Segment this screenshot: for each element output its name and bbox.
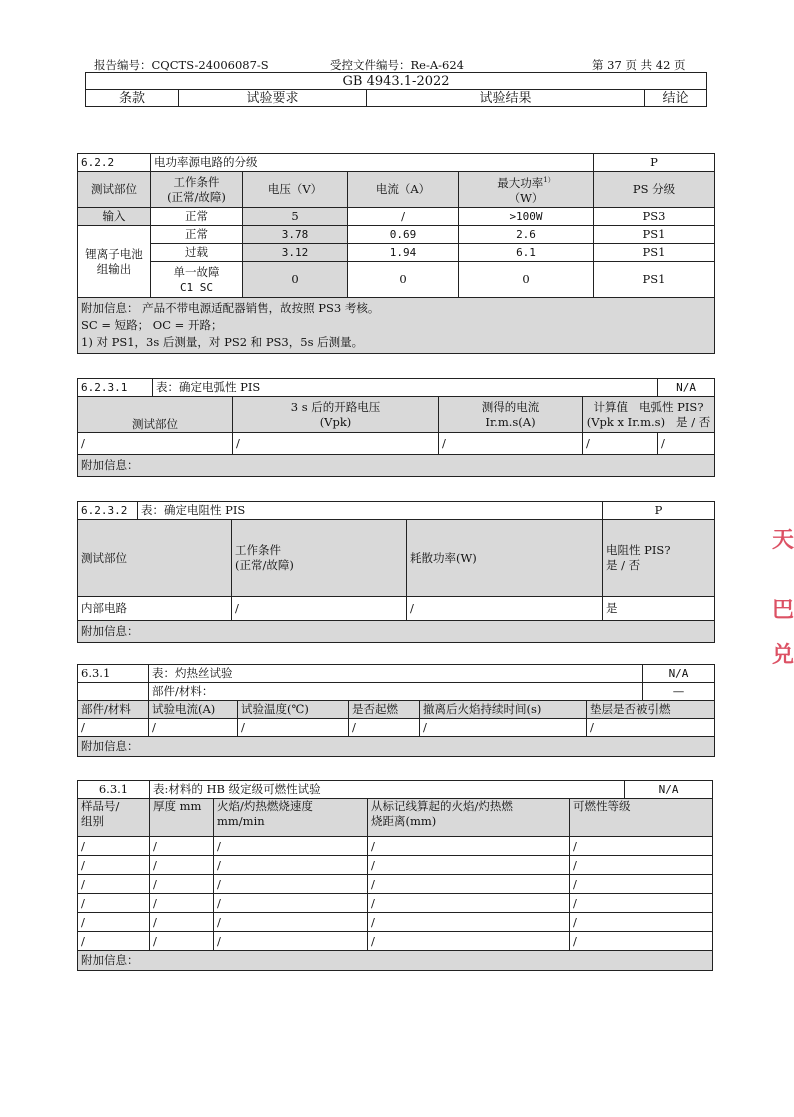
col-header-calc-and-pis: 计算值 电弧性 PIS? (Vpk x Ir.m.s) 是 / 否 [583,397,715,433]
table-row [78,433,715,455]
col-header-sample: 样品号/ 组别 [78,799,150,837]
cell-class: / [570,837,713,856]
cell-burn-rate: / [214,856,368,875]
cell-ps: PS1 [594,244,715,262]
cell-layer-ignited: / [587,719,715,737]
seal-stamp-fragment-3: 兑 [772,642,794,668]
col-clause: 条款 [86,90,179,107]
cell-burn-distance: / [368,856,570,875]
empty-cell [78,683,149,701]
cell-class: / [570,856,713,875]
cell-burn-rate: / [214,894,368,913]
col-header-temperature: 试验温度(℃) [238,701,349,719]
table-ps-classification [77,153,715,354]
table-row [78,894,713,913]
verdict: N/A [658,379,715,397]
table-row [78,719,715,737]
col-header-current: 试验电流(A) [149,701,238,719]
cell-burn-distance: / [368,932,570,951]
cell-burn-distance: / [368,894,570,913]
col-header-condition: 工作条件 (正常/故障) [151,172,243,208]
verdict: N/A [643,665,715,683]
verdict: P [594,154,715,172]
col-result: 试验结果 [367,90,645,107]
cell-sample: / [78,856,150,875]
cell-class: / [570,875,713,894]
additional-info: 附加信息： [78,951,713,971]
table-resistive-pis [77,501,715,643]
col-header-thickness: 厚度 mm [150,799,214,837]
additional-info: 附加信息： [78,737,715,757]
col-header-condition: 工作条件 (正常/故障) [232,520,407,597]
cell-thickness: / [150,837,214,856]
cell-ps: PS1 [594,226,715,244]
col-requirement: 试验要求 [179,90,367,107]
cell-sample: / [78,932,150,951]
additional-info: 附加信息： [78,455,715,477]
verdict: P [603,502,715,520]
clause-number: 6.2.2 [78,154,151,172]
table-row [78,837,713,856]
col-verdict: 结论 [645,90,707,107]
cell-part: 锂离子电池组输出 [78,226,151,298]
cell-burn-rate: / [214,913,368,932]
cell-calc: / [583,433,658,455]
cell-burn-rate: / [214,837,368,856]
col-header-pis: 电阻性 PIS? 是 / 否 [603,520,715,597]
col-header-ignition: 是否起燃 [349,701,420,719]
table-row [78,932,713,951]
cell-temperature: / [238,719,349,737]
cell-burn-distance: / [368,875,570,894]
cell-current: / [149,719,238,737]
table-row [78,226,715,244]
col-header-flame-duration: 撤离后火焰持续时间(s) [420,701,587,719]
verdict: N/A [625,781,713,799]
col-header-part: 测试部位 [78,520,232,597]
page-number: 第 37 页 共 42 页 [592,58,686,72]
col-header-burn-distance: 从标记线算起的火焰/灼热燃 烧距离(mm) [368,799,570,837]
cell-condition: / [232,597,407,621]
cell-power: 6.1 [459,244,594,262]
col-header-current: 测得的电流 Ir.m.s(A) [439,397,583,433]
cell-pis: / [658,433,715,455]
material-value: — [643,683,715,701]
cell-burn-rate: / [214,932,368,951]
additional-info: 附加信息： 产品不带电源适配器销售，故按照 PS3 考核。 SC = 短路； OC = 开路； 1) 对 PS1，3s 后测量，对 PS2 和 PS3，5s 后测量。 [78,298,715,354]
table-row [78,875,713,894]
header-table [85,72,707,107]
cell-burn-rate: / [214,875,368,894]
cell-thickness: / [150,932,214,951]
cell-sample: / [78,837,150,856]
cell-class: / [570,932,713,951]
seal-stamp-fragment-2: 巴 [772,597,794,623]
cell-condition: 正常 [151,208,243,226]
table-title: 表：确定电弧性 PIS [153,379,658,397]
cell-current: / [439,433,583,455]
clause-number: 6.2.3.2 [78,502,138,520]
table-row [78,597,715,621]
cell-power: >100W [459,208,594,226]
cell-voltage: 3.78 [243,226,348,244]
cell-current: 1.94 [348,244,459,262]
table-arcing-pis [77,378,715,477]
table-hb-flammability [77,780,713,971]
cell-ignition: / [349,719,420,737]
table-row [78,208,715,226]
cell-condition: 单一故障 C1 SC [151,262,243,298]
cell-sample: / [78,913,150,932]
cell-voltage: / [233,433,439,455]
col-header-current: 电流（A） [348,172,459,208]
standard-title: GB 4943.1-2022 [86,73,707,90]
cell-voltage: 3.12 [243,244,348,262]
clause-number: 6.3.1 [78,665,149,683]
cell-condition: 过载 [151,244,243,262]
material-label: 部件/材料： [149,683,643,701]
cell-flame-duration: / [420,719,587,737]
cell-class: / [570,913,713,932]
cell-burn-distance: / [368,837,570,856]
cell-voltage: 0 [243,262,348,298]
cell-burn-distance: / [368,913,570,932]
report-number: 报告编号：CQCTS-24006087-S [94,58,269,72]
cell-thickness: / [150,894,214,913]
col-header-part: 测试部位 [78,172,151,208]
col-header-power: 耗散功率(W) [407,520,603,597]
table-row [78,913,713,932]
cell-current: 0 [348,262,459,298]
cell-thickness: / [150,913,214,932]
cell-current: 0.69 [348,226,459,244]
cell-sample: / [78,894,150,913]
table-row [78,856,713,875]
cell-power: 0 [459,262,594,298]
cell-pis: 是 [603,597,715,621]
cell-part: / [78,719,149,737]
table-row [78,262,715,298]
col-header-voltage: 电压（V） [243,172,348,208]
cell-thickness: / [150,875,214,894]
cell-power: / [407,597,603,621]
col-header-layer-ignited: 垫层是否被引燃 [587,701,715,719]
col-header-burn-rate: 火焰/灼热燃烧速度 mm/min [214,799,368,837]
cell-thickness: / [150,856,214,875]
controlled-doc-number: 受控文件编号：Re-A-624 [330,58,464,72]
table-title: 表：确定电阻性 PIS [138,502,603,520]
cell-sample: / [78,875,150,894]
table-glow-wire [77,664,715,757]
cell-part: / [78,433,233,455]
cell-power: 2.6 [459,226,594,244]
col-header-power: 最大功率$^{1)}$ （W） [459,172,594,208]
col-header-flammability-class: 可燃性等级 [570,799,713,837]
table-title: 表：灼热丝试验 [149,665,643,683]
col-header-ps: PS 分级 [594,172,715,208]
cell-class: / [570,894,713,913]
cell-voltage: 5 [243,208,348,226]
cell-part: 输入 [78,208,151,226]
table-title: 电功率源电路的分级 [151,154,594,172]
cell-part: 内部电路 [78,597,232,621]
cell-ps: PS3 [594,208,715,226]
cell-ps: PS1 [594,262,715,298]
table-title: 表:材料的 HB 级定级可燃性试验 [150,781,625,799]
additional-info: 附加信息： [78,621,715,643]
col-header-voltage: 3 s 后的开路电压 (Vpk) [233,397,439,433]
clause-number: 6.2.3.1 [78,379,153,397]
seal-stamp-fragment-1: 天 [772,527,794,553]
table-row [78,244,715,262]
cell-current: / [348,208,459,226]
col-header-part: 部件/材料 [78,701,149,719]
col-header-part: 测试部位 [78,397,233,433]
cell-condition: 正常 [151,226,243,244]
clause-number: 6.3.1 [78,781,150,799]
